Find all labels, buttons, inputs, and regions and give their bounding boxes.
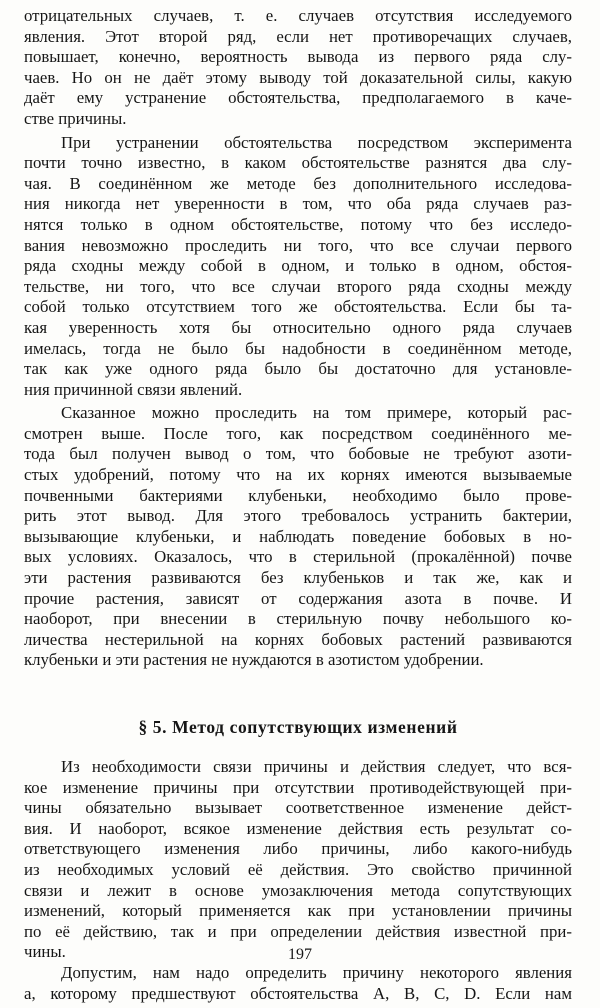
text-line: a, которому предшествуют обстоятельства A, B, C, D. Если нам [24, 983, 572, 1003]
text-line: вия. И наоборот, всякое изменение действия есть результат со- [24, 818, 572, 838]
text-line: тельстве, ни того, что все случаи второго ряда сходны между [24, 276, 572, 296]
paragraph [24, 963, 572, 1004]
text-line: рить этот вывод. Для этого требовалось устранить бактерии, [24, 506, 572, 526]
text-line: Допустим, нам надо определить причину некоторого явления [61, 962, 572, 982]
text-line: стве причины. [24, 108, 127, 128]
text-line: так как уже одного ряда было бы достаточно для установле- [24, 359, 572, 379]
text-line: даёт ему устранение обстоятельства, предполагаемого в каче- [24, 88, 572, 108]
text-line: по её действию, так и при определении действия известной при- [24, 921, 572, 941]
text-line: вых условиях. Оказалось, что в стерильной (прокалённой) почве [24, 547, 572, 567]
text-line: ния никогда нет уверенности в том, что оба ряда случаев раз- [24, 194, 572, 214]
text-line: чины обязательно вызывает соответственное изменение дейст- [24, 798, 572, 818]
text-line: стых удобрений, потому что на их корнях имеются вызываемые [24, 465, 572, 485]
text-line: личества нестерильной на корнях бобовых растений развиваются [24, 629, 572, 649]
text-line: наоборот, при внесении в стерильную почву небольшого ко- [24, 609, 572, 629]
text-line: При устранении обстоятельства посредством эксперимента [61, 132, 572, 152]
text-line: Из необходимости связи причины и действия следует, что вся- [61, 757, 572, 776]
text-line: нятся только в одном обстоятельстве, потому что без исследо- [24, 214, 572, 234]
text-line: чая. В соединённом же методе без дополнительного исследова- [24, 173, 572, 193]
text-line: ряда сходны между собой в одном, и только в одном, обстоя- [24, 256, 572, 276]
text-line: отрицательных случаев, т. е. случаев отсутствия исследуемого [24, 6, 572, 25]
paragraph [24, 133, 572, 401]
page-number: 197 [288, 946, 312, 963]
text-line: вания невозможно проследить ни того, что все случаи первого [24, 235, 572, 255]
text-line: имелась, тогда не было бы надобности в соединённом методе, [24, 338, 572, 358]
text-line: почти точно известно, в каком обстоятельстве разнятся два слу- [24, 153, 572, 173]
page-content [24, 6, 572, 1004]
text-line: Сказанное можно проследить на том примере, который рас- [61, 403, 572, 423]
text-line: смотрен выше. После того, как посредством соединённого ме- [24, 423, 572, 443]
text-line: клубеньки и эти растения не нуждаются в азотистом удобрении. [24, 650, 484, 670]
text-line: почвенными бактериями клубеньки, необходимо было прове- [24, 485, 572, 505]
text-line: чаев. Но он не даёт этому выводу той доказательной силы, какую [24, 67, 572, 87]
text-line: кая уверенность хотя бы относительно одного ряда случаев [24, 317, 572, 337]
text-line: прочие растения, зависят от содержания азота в почве. И [24, 588, 572, 608]
paragraph [24, 403, 572, 671]
text-line: кое изменение причины при отсутствии противодействующей при- [24, 777, 572, 797]
text-line: ответствующего изменения либо причины, либо какого-нибудь [24, 839, 572, 859]
text-line: связи и лежит в основе умозаключения метода сопутствующих [24, 880, 572, 900]
text-line: собой только отсутствием того же обстоятельства. Если бы та- [24, 297, 572, 317]
text-line: изменений, который применяется как при установлении причины [24, 901, 572, 921]
text-line: тода был получен вывод о том, что бобовые не требуют азоти- [24, 444, 572, 464]
text-line: повышает, конечно, вероятность вывода из первого ряда слу- [24, 47, 572, 67]
paragraph [24, 757, 572, 963]
text-line: чины. [24, 942, 66, 962]
text-line: из необходимых условий её действия. Это свойство причинной [24, 859, 572, 879]
text-line: вызывающие клубеньки, и наблюдать поведение бобовых в но- [24, 526, 572, 546]
text-line: эти растения развиваются без клубеньков и так же, как и [24, 568, 572, 588]
section-heading: § 5. Метод сопутствующих изменений [138, 717, 458, 737]
text-line: ния причинной связи явлений. [24, 379, 243, 399]
paragraph [24, 6, 572, 130]
text-line: явления. Этот второй ряд, если нет противоречащих случаев, [24, 26, 572, 46]
